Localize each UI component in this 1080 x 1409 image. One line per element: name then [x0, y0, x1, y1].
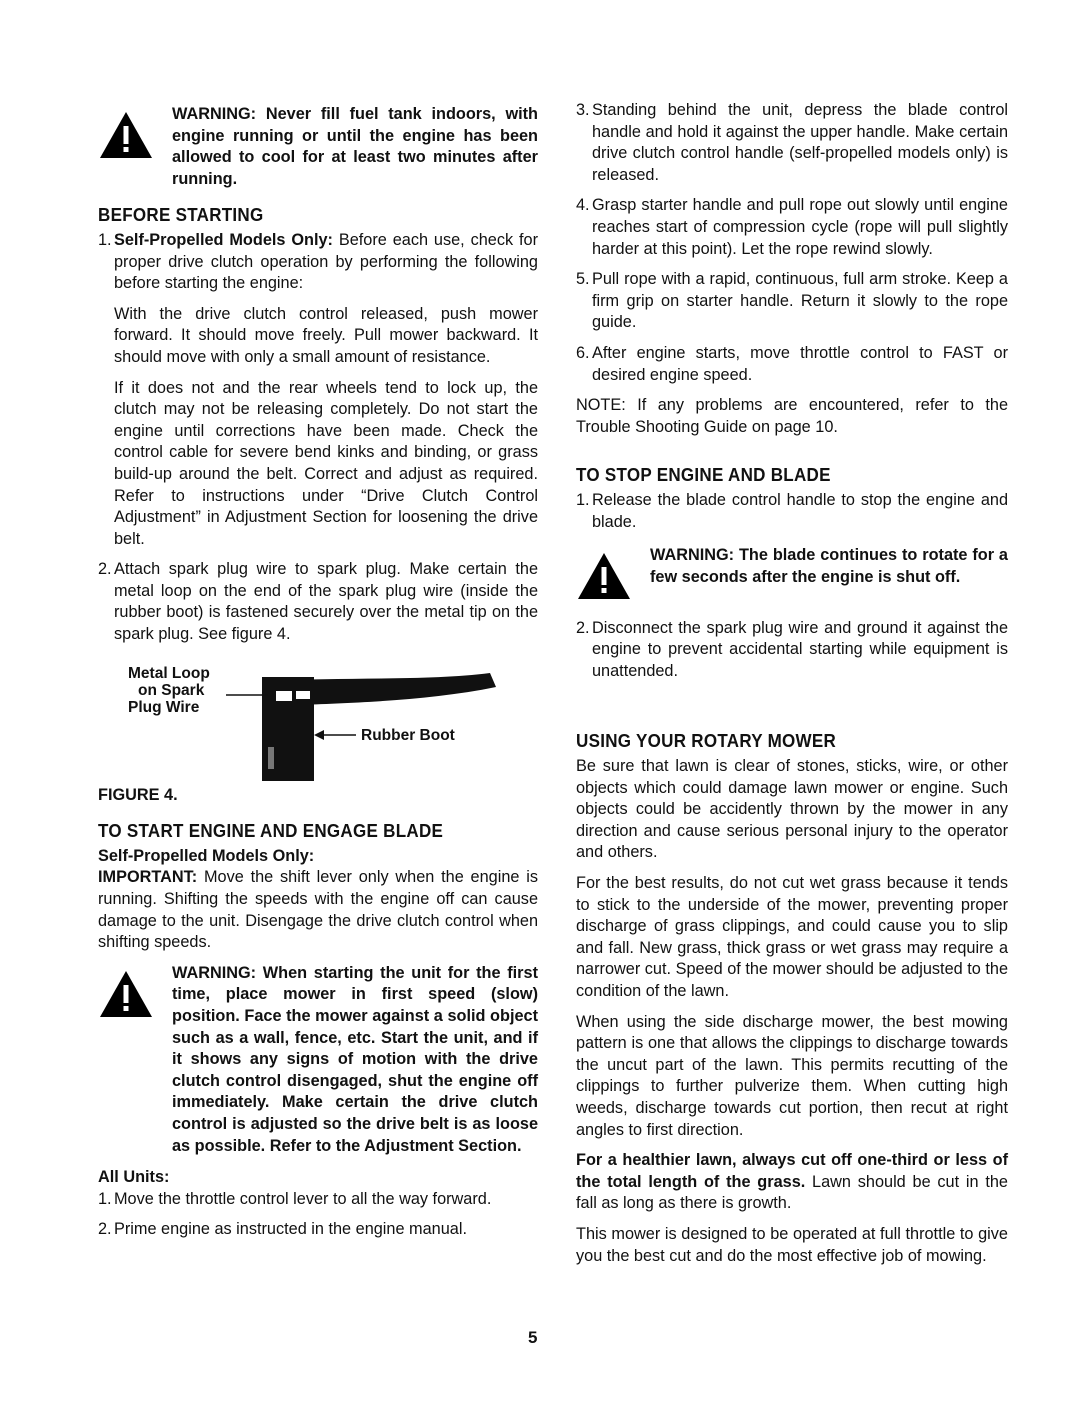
warning-triangle-icon [576, 545, 650, 608]
section-heading-rotary-mower: USING YOUR ROTARY MOWER [576, 730, 837, 752]
list-item: 5. Pull rope with a rapid, continuous, full arm stroke. Keep a firm grip on starter handle. Return it slowly to the rope guide. [576, 270, 1008, 332]
list-item: 2. Prime engine as instructed in the engine manual. [98, 1220, 467, 1239]
warning-triangle-icon [98, 104, 172, 190]
note: NOTE: If any problems are encountered, refer to the Trouble Shooting Guide on page 10. [576, 396, 1008, 436]
paragraph: For the best results, do not cut wet grass because it tends to stick to the underside of the mower, preventing proper discharge of grass clippings, and could cause you to slip and fall. New grass, thick grass or wet grass may require a narrower cut. Speed of the mower should be adjusted to the condition of the lawn. [576, 874, 1008, 1000]
figure-caption: FIGURE 4. [98, 785, 178, 804]
warning-blade [576, 545, 1008, 608]
paragraph: IMPORTANT: Move the shift lever only when the engine is running. Shifting the speeds with the engine off can cause damage to the unit. Disengage the drive clutch control when shifting speeds. [98, 868, 538, 952]
subheading: Self-Propelled Models Only: [98, 846, 315, 865]
paragraph: This mower is designed to be operated at full throttle to give you the best cut and do the most effective job of mowing. [576, 1224, 1008, 1265]
list-item: 1. Self-Propelled Models Only: Before each use, check for proper drive clutch operation by performing the following before starting the engine: [98, 230, 538, 293]
right-column [576, 100, 1008, 1276]
page-number: 5 [528, 1328, 538, 1347]
list-item: 6. After engine starts, move throttle control to FAST or desired engine speed. [576, 343, 1008, 384]
paragraph: When using the side discharge mower, the best mowing pattern is one that allows the clippings to discharge towards the uncut part of the lawn. This permits recutting of the clippings to further pulverize them. When cutting high weeds, discharge towards cut portion, then recut at right angles to first direction. [576, 1012, 1008, 1139]
left-column [98, 100, 538, 1250]
warning-text: WARNING: The blade continues to rotate for a few seconds after the engine is shut off. [650, 546, 1008, 586]
list-item: 1. Release the blade control handle to stop the engine and blade. [576, 490, 1008, 531]
list-item: 1. Move the throttle control lever to all the way forward. [98, 1189, 492, 1208]
warning-text: WARNING: Never fill fuel tank indoors, with engine running or until the engine has been allowed to cool for at least two minutes after running. [172, 105, 538, 188]
section-heading-start-engine: TO START ENGINE AND ENGAGE BLADE [98, 820, 444, 842]
section-heading-stop-engine: TO STOP ENGINE AND BLADE [576, 464, 831, 486]
subheading: All Units: [98, 1168, 170, 1187]
list-item: 3. Standing behind the unit, depress the blade control handle and hold it against the upper handle. Make certain drive clutch control handle (self-propelled models only) is released. [576, 101, 1008, 184]
section-heading-before-starting: BEFORE STARTING [98, 204, 264, 226]
list-item: 2. Attach spark plug wire to spark plug. Make certain the metal loop on the end of the spark plug wire (inside the rubber boot) is fastened securely over the metal tip on the spark plug. See figure 4. [98, 560, 538, 644]
paragraph: Be sure that lawn is clear of stones, sticks, wire, or other objects which could damage lawn mower or engine. Such objects could be accidently thrown by the mower in any direction and cause serious personal injury to the operator and others. [576, 757, 1008, 862]
figure-4: Metal Loop on Spark Plug Wire Rubber Boot [98, 655, 538, 783]
paragraph: For a healthier lawn, always cut off one-third or less of the total length of the grass. Lawn should be cut in the fall as long as there is growth. [576, 1151, 1008, 1213]
warning-text: WARNING: When starting the unit for the first time, place mower in first speed (slow) position. Face the mower against a solid object such as a wall, fence, etc. Start the unit, and if it shows any signs of motion with the drive clutch control disengaged, shut the engine off immediately. Make certain the drive clutch control is adjusted so the drive belt is as loose as possible. Refer to the Adjustment Section. [172, 963, 538, 1155]
list-item: 4. Grasp starter handle and pull rope out slowly until engine reaches start of compression cycle (rope will pull slightly harder at this point). Let the rope rewind slowly. [576, 196, 1008, 258]
paragraph: With the drive clutch control released, push mower forward. It should move freely. Pull mower backward. It should move with only a small amount of resistance. [114, 304, 538, 366]
warning-first-time [98, 963, 538, 1157]
warning-triangle-icon [98, 963, 172, 1157]
list-item: 2. Disconnect the spark plug wire and ground it against the engine to prevent accidental starting while equipment is unattended. [576, 618, 1008, 680]
paragraph: If it does not and the rear wheels tend to lock up, the clutch may not be releasing completely. Do not start the engine until corrections have been made. Check the control cable for severe bend kinks and binding, or grass build-up around the belt. Correct and adjust as required. Refer to instructions under “Drive Clutch Control Adjustment” in Adjustment Section for loosening the drive belt. [114, 378, 538, 548]
warning-fuel [98, 104, 538, 190]
